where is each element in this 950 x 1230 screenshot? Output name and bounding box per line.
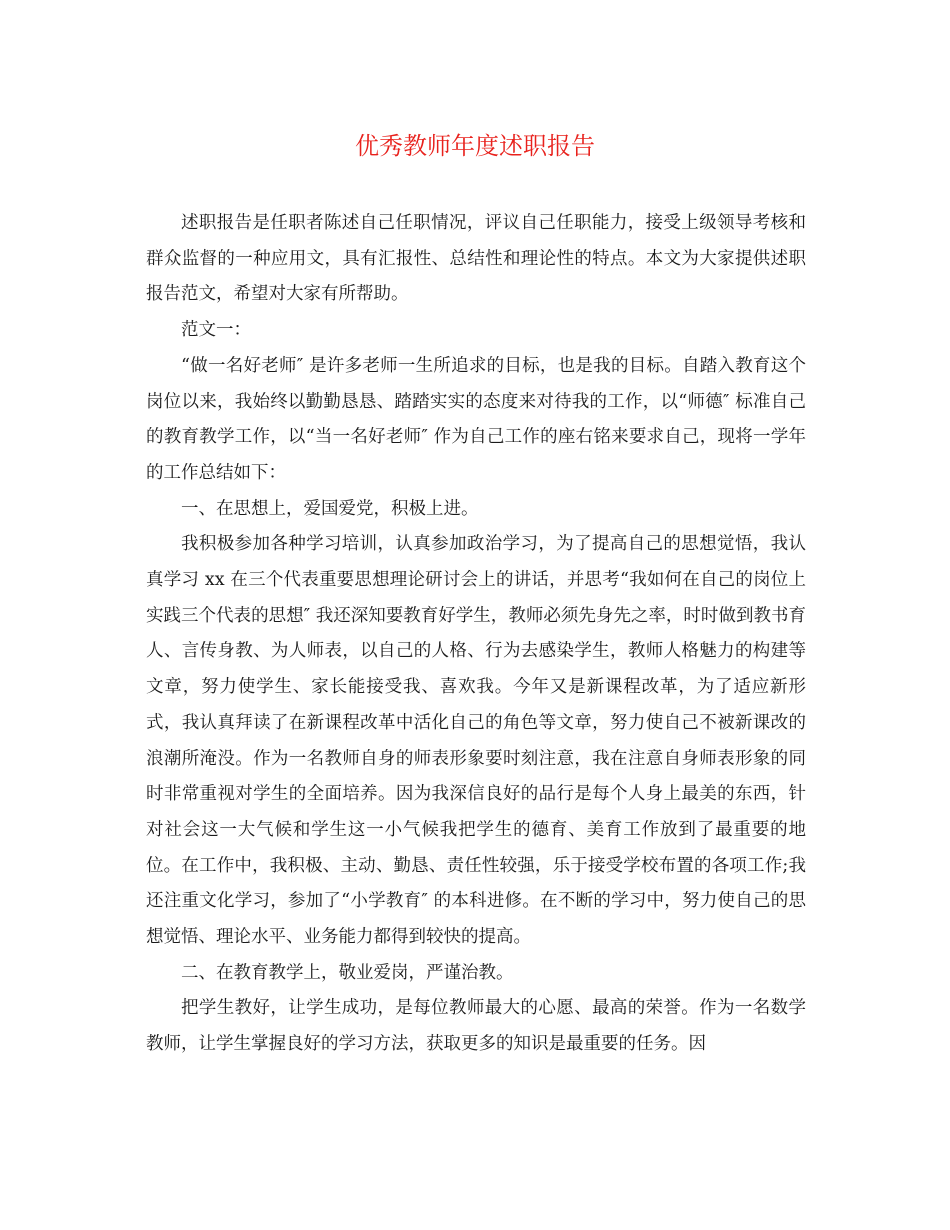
- paragraph-ideology: 我积极参加各种学习培训，认真参加政治学习，为了提高自己的思想觉悟，我认真学习 xx 在三个代表重要思想理论研讨会上的讲话，并思考“我如何在自己的岗位上实践三个代表的思想″ 我还深知要教育好学生，教师必须先身先之率，时时做到教书育人、言传身教、为人师表，以自己的人格、行为去感染学生，教师人格魅力的构建等文章，努力使学生、家长能接受我、喜欢我。今年又是新课程改革，为了适应新形式，我认真拜读了在新课程改革中活化自己的角色等文章，努力使自己不被新课改的浪潮所淹没。作为一名教师自身的师表形象要时刻注意，我在注意自身师表形象的同时非常重视对学生的全面培养。因为我深信良好的品行是每个人身上最美的东西，针对社会这一大气候和学生这一小气候我把学生的德育、美育工作放到了最重要的地位。在工作中，我积极、主动、勤恳、责任性较强，乐于接受学校布置的各项工作;我还注重文化学习，参加了“小学教育″ 的本科进修。在不断的学习中，努力使自己的思想觉悟、理论水平、业务能力都得到较快的提高。: [146, 534, 806, 948]
- document-title: 优秀教师年度述职报告: [355, 132, 595, 160]
- paragraph-teaching: 把学生教好，让学生成功，是每位教师最大的心愿、最高的荣誉。作为一名数学教师，让学生掌握良好的学习方法，获取更多的知识是最重要的任务。因: [146, 998, 806, 1055]
- paragraph-opening: “做一名好老师″ 是许多老师一生所追求的目标，也是我的目标。自踏入教育这个岗位以来，我始终以勤勤恳恳、踏踏实实的态度来对待我的工作，以“师德″ 标准自己的教育教学工作，以“当一名好老师″ 作为自己工作的座右铭来要求自己，现将一学年的工作总结如下：: [146, 355, 806, 483]
- section-heading-teaching: 二、在教育教学上，敬业爱岗，严谨治教。: [181, 962, 514, 983]
- document-body: [146, 206, 806, 1063]
- paragraph-intro: 述职报告是任职者陈述自己任职情况，评议自己任职能力，接受上级领导考核和群众监督的一种应用文，具有汇报性、总结性和理论性的特点。本文为大家提供述职报告范文，希望对大家有所帮助。: [146, 213, 806, 305]
- section-heading-ideology: 一、在思想上，爱国爱党，积极上进。: [181, 498, 479, 519]
- paragraph-sample-heading: 范文一：: [181, 320, 251, 341]
